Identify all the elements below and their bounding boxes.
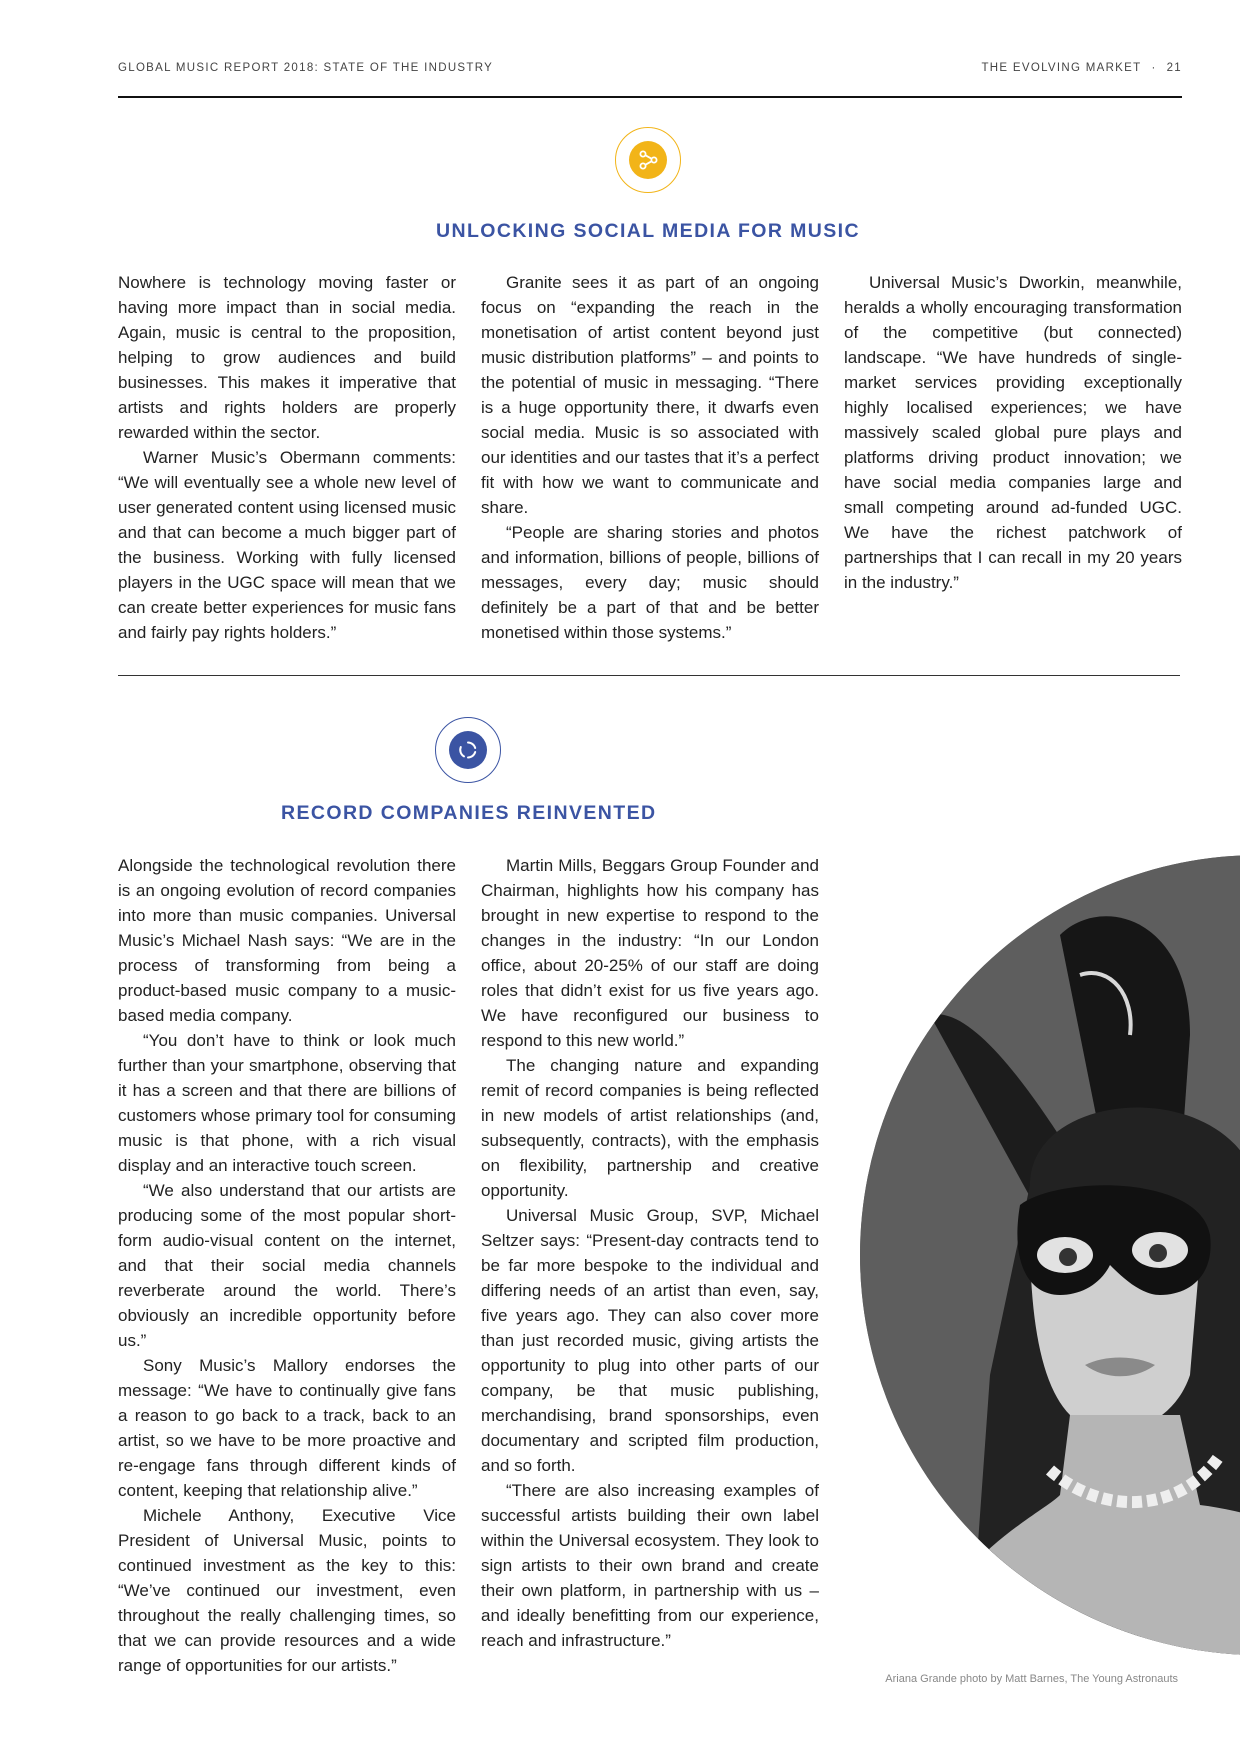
page-number: 21 <box>1166 62 1182 74</box>
record-section-title: RECORD COMPANIES REINVENTED <box>281 802 657 824</box>
paragraph: Granite sees it as part of an ongoing focus on “expanding the reach in the monetisation of artist content beyond just music distribution platforms” – and points to the potential of music in messaging. “There is a huge opportunity there, it dwarfs even social media. Music is so associated with our identities and our tastes that it’s a perfect fit with how we want to communicate and share. <box>481 273 819 517</box>
social-column-2 <box>481 270 819 645</box>
paragraph: Sony Music’s Mallory endorses the message: “We have to continually give fans a reason to go back to a track, back to an artist, so we have to be more proactive and re-engage fans through different kinds of content, keeping that relationship alive.” <box>118 1356 456 1500</box>
paragraph: Martin Mills, Beggars Group Founder and Chairman, highlights how his company has brought in new expertise to respond to the changes in the industry: “In our London office, about 20-25% of our staff are doing roles that didn’t exist for us five years ago. We have reconfigured our business to respond to this new world.” <box>481 856 819 1050</box>
section-divider <box>118 675 1180 676</box>
paragraph: Alongside the technological revolution there is an ongoing evolution of record companies into more than music companies. Universal Music’s Michael Nash says: “We are in the process of transforming from being a product-based music company to a music-based media company. <box>118 856 456 1025</box>
photo-caption: Ariana Grande photo by Matt Barnes, The Young Astronauts <box>885 1673 1178 1685</box>
record-column-1 <box>118 853 456 1678</box>
section-name: THE EVOLVING MARKET <box>981 62 1142 74</box>
section-and-page <box>981 62 1182 74</box>
header-rule <box>118 96 1182 98</box>
paragraph: Michele Anthony, Executive Vice President of Universal Music, points to continued investment as the key to this: “We’ve continued our investment, even throughout the really challenging times, so that we can provide resources and a wide range of opportunities for our artists.” <box>118 1506 456 1675</box>
share-network-icon <box>615 127 681 193</box>
paragraph: Warner Music’s Obermann comments: “We will eventually see a whole new level of user generated content using licensed music and that can become a much bigger part of the business. Working with fully licensed players in the UGC space will mean that we can create better experiences for music fans and fairly pay rights holders.” <box>118 448 456 642</box>
header-separator: · <box>1151 62 1157 74</box>
social-column-1 <box>118 270 456 645</box>
paragraph: Nowhere is technology moving faster or having more impact than in social media. Again, music is central to the proposition, helping to grow audiences and build businesses. This makes it imperative that artists and rights holders are properly rewarded within the sector. <box>118 273 456 442</box>
paragraph: “We also understand that our artists are producing some of the most popular short-form audio-visual content on the internet, and that their social media channels reverberate around the world. There’s obviously an incredible opportunity before us.” <box>118 1181 456 1350</box>
publication-title: GLOBAL MUSIC REPORT 2018: STATE OF THE INDUSTRY <box>118 62 494 74</box>
record-column-2 <box>481 853 819 1653</box>
social-column-3 <box>844 270 1182 595</box>
refresh-circle-icon <box>435 717 501 783</box>
paragraph: The changing nature and expanding remit of record companies is being reflected in new models of artist relationships (and, subsequently, contracts), with the emphasis on flexibility, partnership and creative opportunity. <box>481 1056 819 1200</box>
paragraph: “People are sharing stories and photos and information, billions of people, billions of messages, every day; music should definitely be a part of that and be better monetised within those systems.” <box>481 523 819 642</box>
paragraph: Universal Music’s Dworkin, meanwhile, heralds a wholly encouraging transformation of the competitive (but connected) landscape. “We have hundreds of single-market services providing exceptionally highly localised experiences; we have massively scaled global pure plays and platforms driving product innovation; we have social media companies large and small competing around ad-funded UGC. We have the richest patchwork of partnerships that I can recall in my 20 years in the industry.” <box>844 273 1182 592</box>
paragraph: “There are also increasing examples of successful artists building their own label within the Universal ecosystem. They look to sign artists to their own brand and create their own platform, in partnership with us – and ideally benefitting from our experience, reach and infrastructure.” <box>481 1481 819 1650</box>
social-section-title: UNLOCKING SOCIAL MEDIA FOR MUSIC <box>436 220 860 242</box>
artist-photo <box>860 855 1240 1655</box>
paragraph: Universal Music Group, SVP, Michael Seltzer says: “Present-day contracts tend to be far more bespoke to the individual and differing needs of an artist than even, say, five years ago. They can also cover more than just recorded music, giving artists the opportunity to plug into other parts of our company, be that music publishing, merchandising, brand sponsorships, even documentary and scripted film production, and so forth. <box>481 1206 819 1475</box>
paragraph: “You don’t have to think or look much further than your smartphone, observing that it has a screen and that there are billions of customers whose primary tool for consuming music is that phone, with a rich visual display and an interactive touch screen. <box>118 1031 456 1175</box>
